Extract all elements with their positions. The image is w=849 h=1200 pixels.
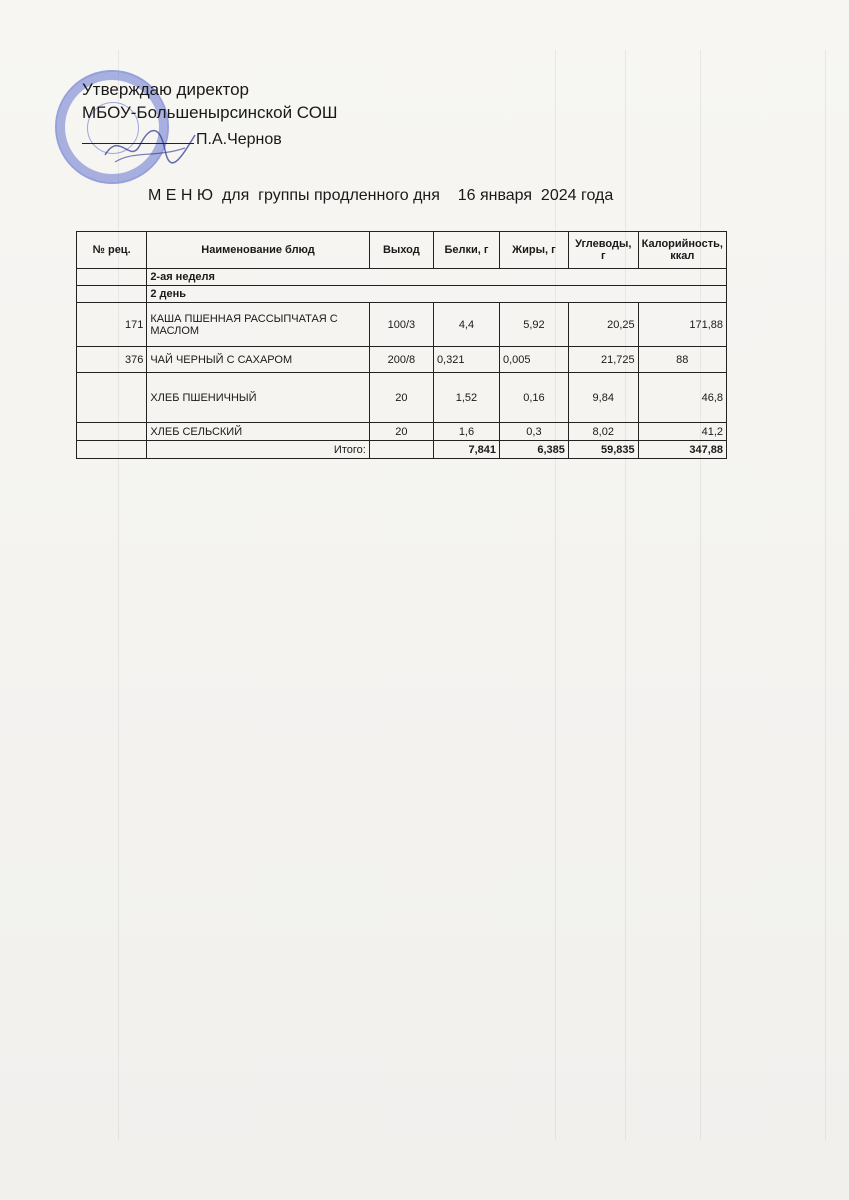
approve-label: Утверждаю директор bbox=[82, 80, 250, 99]
col-header: Наименование блюд bbox=[147, 232, 369, 269]
table-row bbox=[77, 423, 727, 441]
table-row bbox=[77, 303, 727, 347]
total-kcal: 347,88 bbox=[638, 441, 726, 459]
day-label: 2 день bbox=[147, 286, 727, 303]
total-fat: 6,385 bbox=[499, 441, 568, 459]
cell-out: 100/3 bbox=[369, 303, 433, 347]
cell-name: ХЛЕБ СЕЛЬСКИЙ bbox=[147, 423, 369, 441]
cell-rec: 376 bbox=[77, 347, 147, 373]
col-header: Выход bbox=[369, 232, 433, 269]
ghost-line bbox=[625, 50, 626, 1140]
cell-rec bbox=[77, 423, 147, 441]
cell-name: КАША ПШЕННАЯ РАССЫПЧАТАЯ С МАСЛОМ bbox=[147, 303, 369, 347]
ghost-line bbox=[825, 50, 826, 1140]
cell-out: 200/8 bbox=[369, 347, 433, 373]
menu-table bbox=[76, 231, 727, 459]
col-header: № рец. bbox=[77, 232, 147, 269]
cell-fat: 5,92 bbox=[499, 303, 568, 347]
cell-carb: 21,725 bbox=[568, 347, 638, 373]
cell-fat: 0,005 bbox=[499, 347, 568, 373]
ghost-line bbox=[700, 50, 701, 1140]
cell-fat: 0,16 bbox=[499, 373, 568, 423]
table-row bbox=[77, 347, 727, 373]
cell-carb: 9,84 bbox=[568, 373, 638, 423]
cell-kcal: 171,88 bbox=[638, 303, 726, 347]
total-prot: 7,841 bbox=[433, 441, 499, 459]
menu-title: М Е Н Ю для группы продленного дня 16 января 2024 года bbox=[148, 187, 614, 204]
col-header: Жиры, г bbox=[499, 232, 568, 269]
total-label: Итого: bbox=[147, 441, 369, 459]
cell-name: ЧАЙ ЧЕРНЫЙ С САХАРОМ bbox=[147, 347, 369, 373]
cell-carb: 20,25 bbox=[568, 303, 638, 347]
cell-prot: 0,321 bbox=[433, 347, 499, 373]
ghost-line bbox=[555, 50, 556, 1140]
cell-rec bbox=[77, 373, 147, 423]
col-header: Углеводы, г bbox=[568, 232, 638, 269]
cell-kcal: 41,2 bbox=[638, 423, 726, 441]
table-row bbox=[77, 373, 727, 423]
school-name: МБОУ-Большенырсинской СОШ bbox=[82, 103, 338, 122]
cell-prot: 4,4 bbox=[433, 303, 499, 347]
day-row bbox=[77, 286, 727, 303]
cell-prot: 1,52 bbox=[433, 373, 499, 423]
cell-carb: 8,02 bbox=[568, 423, 638, 441]
cell-kcal: 46,8 bbox=[638, 373, 726, 423]
col-header: Калорийность, ккал bbox=[638, 232, 726, 269]
total-row bbox=[77, 441, 727, 459]
week-row bbox=[77, 269, 727, 286]
signatory-name: П.А.Чернов bbox=[196, 131, 282, 148]
cell-out: 20 bbox=[369, 373, 433, 423]
cell-name: ХЛЕБ ПШЕНИЧНЫЙ bbox=[147, 373, 369, 423]
cell-fat: 0,3 bbox=[499, 423, 568, 441]
cell-kcal: 88 bbox=[638, 347, 726, 373]
cell-prot: 1,6 bbox=[433, 423, 499, 441]
total-carb: 59,835 bbox=[568, 441, 638, 459]
cell-rec: 171 bbox=[77, 303, 147, 347]
table-header-row bbox=[77, 232, 727, 269]
ghost-line bbox=[118, 50, 119, 1140]
week-label: 2-ая неделя bbox=[147, 269, 727, 286]
cell-out: 20 bbox=[369, 423, 433, 441]
signatory-line bbox=[82, 131, 282, 149]
col-header: Белки, г bbox=[433, 232, 499, 269]
